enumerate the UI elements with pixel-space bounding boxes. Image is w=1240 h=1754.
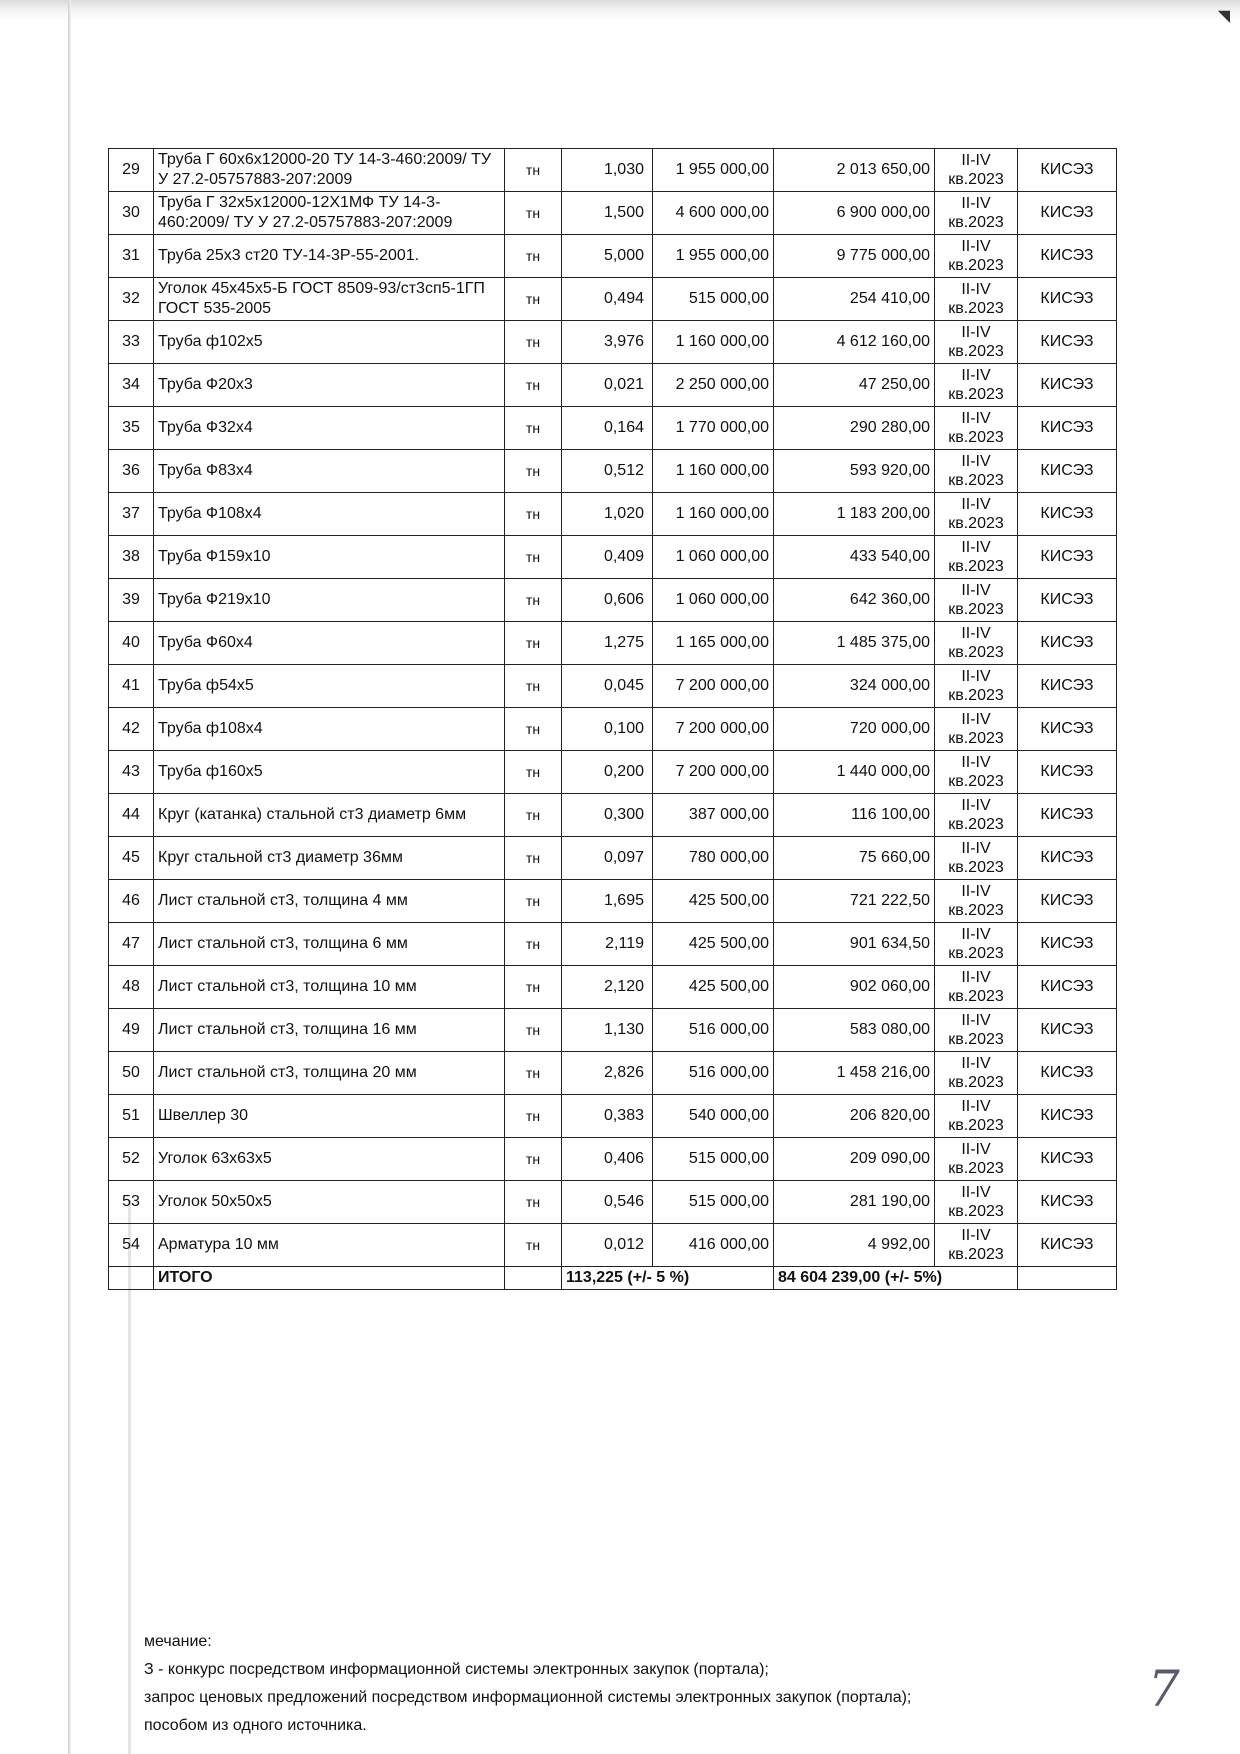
unit-price-cell: 425 500,00 xyxy=(653,923,774,966)
procurement-method-cell: КИСЭЗ xyxy=(1018,1095,1117,1138)
quantity-cell: 0,300 xyxy=(562,794,653,837)
table-row xyxy=(109,450,1117,493)
table-row xyxy=(109,1052,1117,1095)
procurement-method-cell: КИСЭЗ xyxy=(1018,579,1117,622)
quantity-cell: 0,409 xyxy=(562,536,653,579)
table-row xyxy=(109,923,1117,966)
quantity-cell: 0,164 xyxy=(562,407,653,450)
row-number-cell: 37 xyxy=(109,493,154,536)
quantity-cell: 0,494 xyxy=(562,278,653,321)
amount-cell: 902 060,00 xyxy=(774,966,935,1009)
amount-cell: 721 222,50 xyxy=(774,880,935,923)
total-label: ИТОГО xyxy=(154,1267,505,1290)
procurement-method-cell: КИСЭЗ xyxy=(1018,192,1117,235)
procurement-method-cell: КИСЭЗ xyxy=(1018,1224,1117,1267)
unit-cell: тн xyxy=(505,536,562,579)
procurement-method-cell: КИСЭЗ xyxy=(1018,1138,1117,1181)
row-number-cell: 34 xyxy=(109,364,154,407)
period-cell: II-IV кв.2023 xyxy=(935,407,1018,450)
amount-cell: 593 920,00 xyxy=(774,450,935,493)
table-row xyxy=(109,1181,1117,1224)
amount-cell: 1 183 200,00 xyxy=(774,493,935,536)
unit-price-cell: 515 000,00 xyxy=(653,1181,774,1224)
item-name-cell: Труба ф160х5 xyxy=(154,751,505,794)
table-row xyxy=(109,321,1117,364)
table-row xyxy=(109,665,1117,708)
unit-price-cell: 416 000,00 xyxy=(653,1224,774,1267)
table-row xyxy=(109,794,1117,837)
procurement-method-cell: КИСЭЗ xyxy=(1018,923,1117,966)
unit-price-cell: 515 000,00 xyxy=(653,1138,774,1181)
unit-price-cell: 1 060 000,00 xyxy=(653,536,774,579)
item-name-cell: Труба Ф108х4 xyxy=(154,493,505,536)
unit-cell: тн xyxy=(505,751,562,794)
item-name-cell: Лист стальной ст3, толщина 20 мм xyxy=(154,1052,505,1095)
period-cell: II-IV кв.2023 xyxy=(935,708,1018,751)
row-number-cell: 41 xyxy=(109,665,154,708)
procurement-method-cell: КИСЭЗ xyxy=(1018,708,1117,751)
quantity-cell: 1,130 xyxy=(562,1009,653,1052)
unit-cell: тн xyxy=(505,364,562,407)
item-name-cell: Круг стальной ст3 диаметр 36мм xyxy=(154,837,505,880)
amount-cell: 1 458 216,00 xyxy=(774,1052,935,1095)
unit-cell: тн xyxy=(505,235,562,278)
total-method-cell xyxy=(1018,1267,1117,1290)
corner-arrow-icon: ◥ xyxy=(1217,8,1230,25)
quantity-cell: 0,512 xyxy=(562,450,653,493)
unit-price-cell: 4 600 000,00 xyxy=(653,192,774,235)
item-name-cell: Труба ф108х4 xyxy=(154,708,505,751)
row-number-cell: 50 xyxy=(109,1052,154,1095)
unit-cell: тн xyxy=(505,794,562,837)
unit-cell: тн xyxy=(505,1095,562,1138)
unit-price-cell: 1 060 000,00 xyxy=(653,579,774,622)
amount-cell: 254 410,00 xyxy=(774,278,935,321)
unit-cell: тн xyxy=(505,278,562,321)
scan-shadow-left xyxy=(68,0,71,1754)
row-number-cell: 53 xyxy=(109,1181,154,1224)
quantity-cell: 0,546 xyxy=(562,1181,653,1224)
row-number-cell: 46 xyxy=(109,880,154,923)
unit-price-cell: 7 200 000,00 xyxy=(653,708,774,751)
procurement-method-cell: КИСЭЗ xyxy=(1018,450,1117,493)
amount-cell: 4 992,00 xyxy=(774,1224,935,1267)
amount-cell: 116 100,00 xyxy=(774,794,935,837)
amount-cell: 642 360,00 xyxy=(774,579,935,622)
quantity-cell: 1,695 xyxy=(562,880,653,923)
unit-cell: тн xyxy=(505,321,562,364)
item-name-cell: Швеллер 30 xyxy=(154,1095,505,1138)
amount-cell: 1 485 375,00 xyxy=(774,622,935,665)
procurement-method-cell: КИСЭЗ xyxy=(1018,407,1117,450)
item-name-cell: Труба Ф32х4 xyxy=(154,407,505,450)
unit-price-cell: 1 160 000,00 xyxy=(653,493,774,536)
period-cell: II-IV кв.2023 xyxy=(935,192,1018,235)
table-row xyxy=(109,880,1117,923)
row-number-cell: 31 xyxy=(109,235,154,278)
unit-cell: тн xyxy=(505,837,562,880)
procurement-method-cell: КИСЭЗ xyxy=(1018,665,1117,708)
quantity-cell: 2,826 xyxy=(562,1052,653,1095)
unit-cell: тн xyxy=(505,1224,562,1267)
period-cell: II-IV кв.2023 xyxy=(935,880,1018,923)
period-cell: II-IV кв.2023 xyxy=(935,321,1018,364)
amount-cell: 209 090,00 xyxy=(774,1138,935,1181)
procurement-method-cell: КИСЭЗ xyxy=(1018,966,1117,1009)
unit-cell: тн xyxy=(505,579,562,622)
unit-cell: тн xyxy=(505,665,562,708)
procurement-table xyxy=(108,148,1117,1290)
period-cell: II-IV кв.2023 xyxy=(935,923,1018,966)
quantity-cell: 5,000 xyxy=(562,235,653,278)
amount-cell: 720 000,00 xyxy=(774,708,935,751)
period-cell: II-IV кв.2023 xyxy=(935,966,1018,1009)
procurement-method-cell: КИСЭЗ xyxy=(1018,1009,1117,1052)
notes-line-3: пособом из одного источника. xyxy=(144,1717,367,1734)
quantity-cell: 0,606 xyxy=(562,579,653,622)
table-row xyxy=(109,278,1117,321)
row-number-cell: 49 xyxy=(109,1009,154,1052)
quantity-cell: 2,120 xyxy=(562,966,653,1009)
quantity-cell: 1,020 xyxy=(562,493,653,536)
table-row xyxy=(109,493,1117,536)
unit-cell: тн xyxy=(505,880,562,923)
amount-cell: 47 250,00 xyxy=(774,364,935,407)
row-number-cell: 35 xyxy=(109,407,154,450)
unit-cell: тн xyxy=(505,708,562,751)
item-name-cell: Лист стальной ст3, толщина 4 мм xyxy=(154,880,505,923)
table-row xyxy=(109,235,1117,278)
unit-price-cell: 516 000,00 xyxy=(653,1052,774,1095)
item-name-cell: Труба Ф219х10 xyxy=(154,579,505,622)
amount-cell: 324 000,00 xyxy=(774,665,935,708)
item-name-cell: Лист стальной ст3, толщина 10 мм xyxy=(154,966,505,1009)
row-number-cell: 30 xyxy=(109,192,154,235)
row-number-cell: 42 xyxy=(109,708,154,751)
period-cell: II-IV кв.2023 xyxy=(935,751,1018,794)
table-row xyxy=(109,1095,1117,1138)
table-row xyxy=(109,192,1117,235)
unit-price-cell: 2 250 000,00 xyxy=(653,364,774,407)
quantity-cell: 0,045 xyxy=(562,665,653,708)
procurement-method-cell: КИСЭЗ xyxy=(1018,622,1117,665)
unit-price-cell: 1 955 000,00 xyxy=(653,235,774,278)
row-number-cell: 32 xyxy=(109,278,154,321)
item-name-cell: Труба Ф83х4 xyxy=(154,450,505,493)
table-row xyxy=(109,622,1117,665)
unit-price-cell: 1 770 000,00 xyxy=(653,407,774,450)
quantity-cell: 1,500 xyxy=(562,192,653,235)
unit-cell: тн xyxy=(505,1138,562,1181)
unit-cell: тн xyxy=(505,407,562,450)
row-number-cell: 39 xyxy=(109,579,154,622)
amount-cell: 2 013 650,00 xyxy=(774,149,935,192)
notes-line-1: З - конкурс посредством информационной системы электронных закупок (портала); xyxy=(144,1661,769,1678)
period-cell: II-IV кв.2023 xyxy=(935,536,1018,579)
page-number: 7 xyxy=(1148,1660,1180,1718)
row-number-cell: 38 xyxy=(109,536,154,579)
quantity-cell: 0,383 xyxy=(562,1095,653,1138)
quantity-cell: 0,100 xyxy=(562,708,653,751)
quantity-cell: 0,097 xyxy=(562,837,653,880)
period-cell: II-IV кв.2023 xyxy=(935,1181,1018,1224)
amount-cell: 290 280,00 xyxy=(774,407,935,450)
procurement-method-cell: КИСЭЗ xyxy=(1018,149,1117,192)
unit-price-cell: 516 000,00 xyxy=(653,1009,774,1052)
procurement-method-cell: КИСЭЗ xyxy=(1018,536,1117,579)
unit-price-cell: 515 000,00 xyxy=(653,278,774,321)
item-name-cell: Уголок 45х45х5-Б ГОСТ 8509-93/ст3сп5-1ГП ГОСТ 535-2005 xyxy=(154,278,505,321)
item-name-cell: Труба Ф159х10 xyxy=(154,536,505,579)
table-row xyxy=(109,536,1117,579)
row-number-cell: 40 xyxy=(109,622,154,665)
unit-price-cell: 1 955 000,00 xyxy=(653,149,774,192)
total-no-cell xyxy=(109,1267,154,1290)
item-name-cell: Труба ф54х5 xyxy=(154,665,505,708)
procurement-method-cell: КИСЭЗ xyxy=(1018,880,1117,923)
amount-cell: 6 900 000,00 xyxy=(774,192,935,235)
item-name-cell: Труба ф102х5 xyxy=(154,321,505,364)
procurement-method-cell: КИСЭЗ xyxy=(1018,751,1117,794)
row-number-cell: 48 xyxy=(109,966,154,1009)
unit-price-cell: 425 500,00 xyxy=(653,966,774,1009)
table-row xyxy=(109,708,1117,751)
quantity-cell: 3,976 xyxy=(562,321,653,364)
item-name-cell: Арматура 10 мм xyxy=(154,1224,505,1267)
item-name-cell: Труба Г 60х6х12000-20 ТУ 14-3-460:2009/ ТУ У 27.2-05757883-207:2009 xyxy=(154,149,505,192)
row-number-cell: 45 xyxy=(109,837,154,880)
amount-cell: 206 820,00 xyxy=(774,1095,935,1138)
quantity-cell: 1,030 xyxy=(562,149,653,192)
procurement-method-cell: КИСЭЗ xyxy=(1018,278,1117,321)
period-cell: II-IV кв.2023 xyxy=(935,278,1018,321)
amount-cell: 901 634,50 xyxy=(774,923,935,966)
unit-cell: тн xyxy=(505,1052,562,1095)
procurement-method-cell: КИСЭЗ xyxy=(1018,364,1117,407)
scan-shadow-top xyxy=(0,0,1240,22)
period-cell: II-IV кв.2023 xyxy=(935,450,1018,493)
period-cell: II-IV кв.2023 xyxy=(935,1095,1018,1138)
total-unit-cell xyxy=(505,1267,562,1290)
procurement-method-cell: КИСЭЗ xyxy=(1018,1181,1117,1224)
period-cell: II-IV кв.2023 xyxy=(935,1009,1018,1052)
unit-price-cell: 780 000,00 xyxy=(653,837,774,880)
unit-price-cell: 1 160 000,00 xyxy=(653,321,774,364)
amount-cell: 4 612 160,00 xyxy=(774,321,935,364)
table-row xyxy=(109,364,1117,407)
period-cell: II-IV кв.2023 xyxy=(935,364,1018,407)
procurement-method-cell: КИСЭЗ xyxy=(1018,794,1117,837)
unit-cell: тн xyxy=(505,493,562,536)
table-row xyxy=(109,1009,1117,1052)
amount-cell: 75 660,00 xyxy=(774,837,935,880)
row-number-cell: 29 xyxy=(109,149,154,192)
item-name-cell: Уголок 63х63х5 xyxy=(154,1138,505,1181)
unit-cell: тн xyxy=(505,1181,562,1224)
notes-line-2: запрос ценовых предложений посредством информационной системы электронных закупок (портала); xyxy=(144,1689,912,1706)
period-cell: II-IV кв.2023 xyxy=(935,1138,1018,1181)
table-row xyxy=(109,751,1117,794)
unit-price-cell: 425 500,00 xyxy=(653,880,774,923)
period-cell: II-IV кв.2023 xyxy=(935,837,1018,880)
unit-price-cell: 7 200 000,00 xyxy=(653,665,774,708)
amount-cell: 9 775 000,00 xyxy=(774,235,935,278)
item-name-cell: Труба Ф20х3 xyxy=(154,364,505,407)
procurement-method-cell: КИСЭЗ xyxy=(1018,235,1117,278)
item-name-cell: Лист стальной ст3, толщина 6 мм xyxy=(154,923,505,966)
total-sum: 84 604 239,00 (+/- 5%) xyxy=(774,1267,1018,1290)
period-cell: II-IV кв.2023 xyxy=(935,1052,1018,1095)
item-name-cell: Труба 25х3 ст20 ТУ-14-3Р-55-2001. xyxy=(154,235,505,278)
table-body xyxy=(109,149,1117,1267)
unit-cell: тн xyxy=(505,1009,562,1052)
period-cell: II-IV кв.2023 xyxy=(935,1224,1018,1267)
unit-price-cell: 387 000,00 xyxy=(653,794,774,837)
procurement-method-cell: КИСЭЗ xyxy=(1018,321,1117,364)
table-row xyxy=(109,1138,1117,1181)
unit-cell: тн xyxy=(505,966,562,1009)
row-number-cell: 36 xyxy=(109,450,154,493)
quantity-cell: 0,200 xyxy=(562,751,653,794)
period-cell: II-IV кв.2023 xyxy=(935,579,1018,622)
total-row xyxy=(109,1267,1117,1290)
table-row xyxy=(109,149,1117,192)
unit-price-cell: 540 000,00 xyxy=(653,1095,774,1138)
unit-cell: тн xyxy=(505,622,562,665)
period-cell: II-IV кв.2023 xyxy=(935,149,1018,192)
row-number-cell: 43 xyxy=(109,751,154,794)
row-number-cell: 52 xyxy=(109,1138,154,1181)
notes-title: мечание: xyxy=(144,1633,212,1650)
table-row xyxy=(109,1224,1117,1267)
table-row xyxy=(109,579,1117,622)
item-name-cell: Уголок 50х50х5 xyxy=(154,1181,505,1224)
unit-cell: тн xyxy=(505,192,562,235)
period-cell: II-IV кв.2023 xyxy=(935,794,1018,837)
period-cell: II-IV кв.2023 xyxy=(935,665,1018,708)
table-row xyxy=(109,837,1117,880)
row-number-cell: 33 xyxy=(109,321,154,364)
unit-price-cell: 7 200 000,00 xyxy=(653,751,774,794)
quantity-cell: 0,012 xyxy=(562,1224,653,1267)
row-number-cell: 51 xyxy=(109,1095,154,1138)
total-qty: 113,225 (+/- 5 %) xyxy=(562,1267,774,1290)
amount-cell: 583 080,00 xyxy=(774,1009,935,1052)
unit-cell: тн xyxy=(505,923,562,966)
unit-cell: тн xyxy=(505,149,562,192)
row-number-cell: 47 xyxy=(109,923,154,966)
procurement-method-cell: КИСЭЗ xyxy=(1018,1052,1117,1095)
item-name-cell: Труба Г 32х5х12000-12Х1МФ ТУ 14-3-460:2009/ ТУ У 27.2-05757883-207:2009 xyxy=(154,192,505,235)
quantity-cell: 2,119 xyxy=(562,923,653,966)
table-row xyxy=(109,407,1117,450)
row-number-cell: 54 xyxy=(109,1224,154,1267)
period-cell: II-IV кв.2023 xyxy=(935,493,1018,536)
item-name-cell: Круг (катанка) стальной ст3 диаметр 6мм xyxy=(154,794,505,837)
notes-block xyxy=(144,1628,911,1740)
unit-cell: тн xyxy=(505,450,562,493)
quantity-cell: 1,275 xyxy=(562,622,653,665)
amount-cell: 1 440 000,00 xyxy=(774,751,935,794)
period-cell: II-IV кв.2023 xyxy=(935,235,1018,278)
item-name-cell: Труба Ф60х4 xyxy=(154,622,505,665)
quantity-cell: 0,406 xyxy=(562,1138,653,1181)
item-name-cell: Лист стальной ст3, толщина 16 мм xyxy=(154,1009,505,1052)
procurement-method-cell: КИСЭЗ xyxy=(1018,493,1117,536)
quantity-cell: 0,021 xyxy=(562,364,653,407)
row-number-cell: 44 xyxy=(109,794,154,837)
table-row xyxy=(109,966,1117,1009)
amount-cell: 281 190,00 xyxy=(774,1181,935,1224)
unit-price-cell: 1 165 000,00 xyxy=(653,622,774,665)
period-cell: II-IV кв.2023 xyxy=(935,622,1018,665)
procurement-method-cell: КИСЭЗ xyxy=(1018,837,1117,880)
unit-price-cell: 1 160 000,00 xyxy=(653,450,774,493)
amount-cell: 433 540,00 xyxy=(774,536,935,579)
